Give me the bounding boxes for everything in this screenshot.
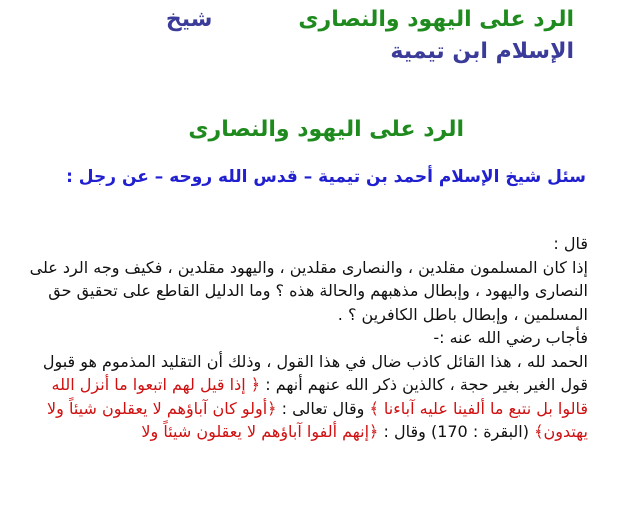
question-text: سئل شيخ الإسلام أحمد بن تيمية – قدس الله روحه – عن رجل : (66, 167, 586, 187)
paragraph-answer (28, 350, 588, 444)
header-title: الرد على اليهود والنصارى (298, 7, 574, 32)
quran-quote-1: ﴿ إذا قيل لهم اتبعوا ما أنزل الله قالوا بل نتبع ما ألفينا عليه آباءنا ﴾ (51, 375, 588, 418)
header-author-first: شيخ (165, 7, 213, 32)
article-body (28, 232, 588, 444)
header-author-second: الإسلام ابن تيمية (390, 39, 574, 64)
answer-text: الحمد لله ، هذا القائل كاذب ضال في هذا القول ، وذلك أن التقليد المذموم هو قبول قول الغير بغير حجة ، كالذين ذكر الله عنهم أنهم : (42, 351, 588, 394)
page-header (34, 4, 574, 68)
paragraph-intro: قال : (553, 234, 588, 253)
header-line-1 (34, 4, 574, 36)
connector-2: (البقرة : 170) وقال : (383, 422, 529, 441)
section-title: الرد على اليهود والنصارى (188, 117, 464, 142)
connector-1: وقال تعالى : (281, 398, 365, 418)
paragraph-answer-start: فأجاب رضي الله عنه :- (433, 328, 588, 347)
paragraph-question-detail: إذا كان المسلمون مقلدين ، والنصارى مقلدين ، واليهود مقلدين ، فكيف وجه الرد على النصارى واليهود ، وإبطال مذهبهم والحالة هذه ؟ وما الدليل القاطع على تحقيق حق المسلمين ، وإبطال باطل الكافرين ؟ . (29, 257, 588, 324)
quran-quote-2: ﴿أولو كان آباؤهم لا يعقلون شيئاً ولا يهتدون﴾ (47, 398, 588, 441)
quran-quote-3: ﴿إنهم ألفوا آباؤهم لا يعقلون شيئاً ولا (141, 422, 379, 441)
